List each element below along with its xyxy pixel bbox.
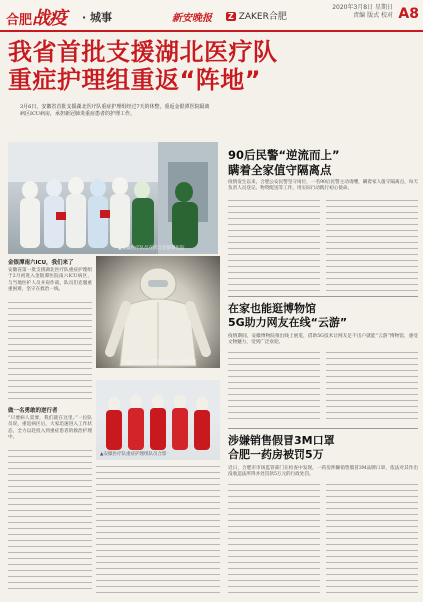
- section-label: · 城事: [82, 11, 113, 24]
- left-subhead-2: 做一名勇敢的逆行者: [8, 408, 58, 414]
- ppe-photo: [96, 256, 220, 368]
- zaker-label: [226, 9, 287, 22]
- article3-body: 近日，合肥市市场监管部门在检查中发现，一药房涉嫌销售假冒3M品牌口罩，依法对其作出没收违法所得并处罚款5万元的行政处罚。: [228, 466, 418, 478]
- center-text-column: [96, 466, 220, 594]
- article-divider: [228, 296, 418, 297]
- article1-text-column-b: [326, 200, 418, 294]
- article1-text-column-a: [228, 200, 320, 294]
- left-para-2: “只要病人需要，我们就在这里。”一位队员说，重返病区后，大家迅速进入工作状态，全力以赴投入到重症患者的救治护理中。: [8, 416, 92, 441]
- article3-text-column-b: [326, 484, 418, 594]
- paper-name: 新安晚报: [172, 13, 212, 24]
- ppe-suit-illustration: [96, 256, 220, 368]
- article-divider: [228, 428, 418, 429]
- logo-prefix: 合肥: [6, 13, 33, 28]
- page-number: A8: [398, 6, 419, 22]
- article1-body: 疫情发生以来，合肥公安民警坚守岗位，一名90后民警主动请缨，瞒着家人值守隔离点，每天负责人员登记、物资配送等工作，用实际行动践行初心使命。: [228, 180, 418, 192]
- editor-line: 责编 版式 校对: [353, 12, 393, 19]
- main-photo-caption: ▲安徽医疗队员在武汉金银潭医院: [118, 246, 185, 251]
- nurse-team-illustration: [96, 380, 220, 460]
- medical-team-illustration: [8, 142, 218, 254]
- left-para-1: 安徽省第一批支援湖北医疗队重症护理组于2月初进入金银潭医院南六ICU病区，与当地医护人员并肩作战，队员们克服重重困难，坚守在救治一线。: [8, 268, 92, 293]
- zaker-icon: Z: [228, 12, 234, 21]
- left-text-column: [8, 302, 92, 402]
- article2-text-column-b: [326, 352, 418, 424]
- article2-text-column-a: [228, 352, 320, 424]
- zaker-text: ZAKER合肥: [238, 12, 287, 22]
- main-photo: [8, 142, 218, 254]
- logo-main: 战疫: [32, 8, 67, 29]
- ppe-photo-caption: ▲队员穿上防护服准备进入隔离病区: [126, 360, 197, 365]
- article1-headline: 90后民警“逆流而上”: [228, 148, 340, 162]
- team-photo-caption: ▲安徽医疗队重症护理组队员合影: [100, 452, 167, 457]
- left-subhead-1: 金银潭南六ICU，我们来了: [8, 260, 74, 266]
- team-photo: [96, 380, 220, 460]
- lede-paragraph: 3月6日，安徽省首批支援湖北医疗队重症护理组经过7天的休整，重返金银潭医院隔离病区ICU病房，承担新冠肺炎重症患者的护理工作。: [20, 104, 210, 117]
- article3-text-column-a: [228, 484, 320, 594]
- article3-headline: 涉嫌销售假冒3M口罩: [228, 434, 335, 447]
- article2-subheadline: 5G助力网友在线“云游”: [228, 316, 348, 329]
- article1-subheadline: 瞒着全家值守隔离点: [228, 163, 332, 177]
- article2-headline: 在家也能逛博物馆: [228, 302, 316, 315]
- headline-line1: 我省首批支援湖北医疗队: [8, 38, 278, 66]
- masthead: [0, 0, 423, 32]
- issue-date: [332, 4, 393, 20]
- page-headline: [8, 38, 418, 94]
- article3-subheadline: 合肥一药房被罚5万: [228, 448, 324, 461]
- article2-body: 疫情期间，安徽博物院推出线上展览，借助5G技术让网友足不出户就能“云游”博物馆，感受文物魅力，受到广泛欢迎。: [228, 334, 418, 346]
- date-line: 2020年3月8日 星期日: [332, 4, 393, 11]
- left-text-column-2: [8, 450, 92, 594]
- headline-line2: 重症护理组重返“阵地”: [8, 66, 262, 94]
- paper-logo: [6, 4, 66, 30]
